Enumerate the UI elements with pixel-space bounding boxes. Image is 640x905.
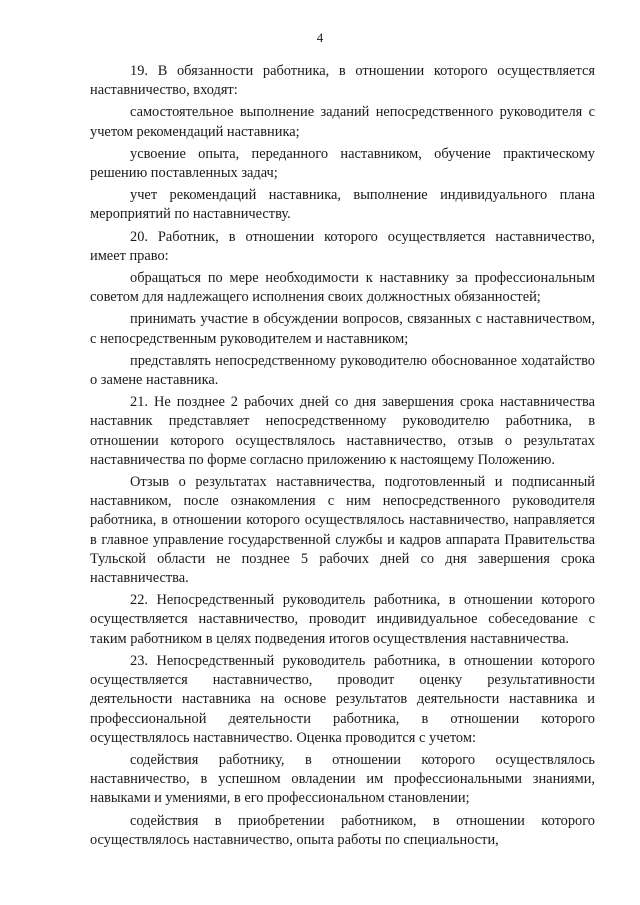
- paragraph-20-item-2: принимать участие в обсуждении вопросов, связанных с наставничеством, с непосредственным руководителем и наставником;: [90, 311, 595, 347]
- paragraph-23-item-1: содействия работнику, в отношении которого осуществлялось наставничество, в успешном овладении им профессиональными знаниями, навыками и умениями, в его профессиональном становлении;: [90, 751, 595, 807]
- page-number: 4: [316, 30, 324, 45]
- paragraph-20-item-1: обращаться по мере необходимости к наставнику за профессиональным советом для надлежащего исполнения своих должностных обязанностей;: [90, 270, 595, 306]
- document-body: [90, 62, 595, 853]
- paragraph-19-item-1: самостоятельное выполнение заданий непосредственного руководителя с учетом рекомендаций наставника;: [90, 104, 595, 140]
- paragraph-19: 19. В обязанности работника, в отношении которого осуществляется наставничество, входят:: [90, 63, 595, 99]
- paragraph-19-item-3: учет рекомендаций наставника, выполнение индивидуального плана мероприятий по наставничеству.: [90, 187, 595, 223]
- paragraph-20: 20. Работник, в отношении которого осуществляется наставничество, имеет право:: [90, 228, 595, 264]
- paragraph-23: 23. Непосредственный руководитель работника, в отношении которого осуществляется наставничество, проводит оценку результативности деятельности наставника на основе результатов деятельности наставника и профессиональной деятельности работника, в отношении которого осуществлялось наставничество. Оценка проводится с учетом:: [90, 652, 595, 746]
- paragraph-23-item-2: содействия в приобретении работником, в отношении которого осуществлялось наставничество, опыта работы по специальности,: [90, 812, 595, 848]
- paragraph-19-item-2: усвоение опыта, переданного наставником, обучение практическому решению поставленных задач;: [90, 145, 595, 182]
- paragraph-22: 22. Непосредственный руководитель работника, в отношении которого осуществляется наставничество, проводит индивидуальное собеседование с таким работником в целях подведения итогов осуществления наставничества.: [90, 592, 595, 647]
- paragraph-20-item-3: представлять непосредственному руководителю обоснованное ходатайство о замене наставника.: [90, 352, 595, 389]
- paragraph-21: 21. Не позднее 2 рабочих дней со дня завершения срока наставничества наставник представляет непосредственному руководителю работника, в отношении которого осуществлялось наставничество, отзыв о результатах наставничества по форме согласно приложению к настоящему Положению.: [90, 394, 595, 468]
- paragraph-21-review: Отзыв о результатах наставничества, подготовленный и подписанный наставником, после ознакомления с ним непосредственного руководителя работника, в отношении которого осуществлялось наставничество, направляется в главное управление государственной службы и кадров аппарата Правительства Тульской области не позднее 5 рабочих дней со дня завершения срока наставничества.: [90, 474, 595, 587]
